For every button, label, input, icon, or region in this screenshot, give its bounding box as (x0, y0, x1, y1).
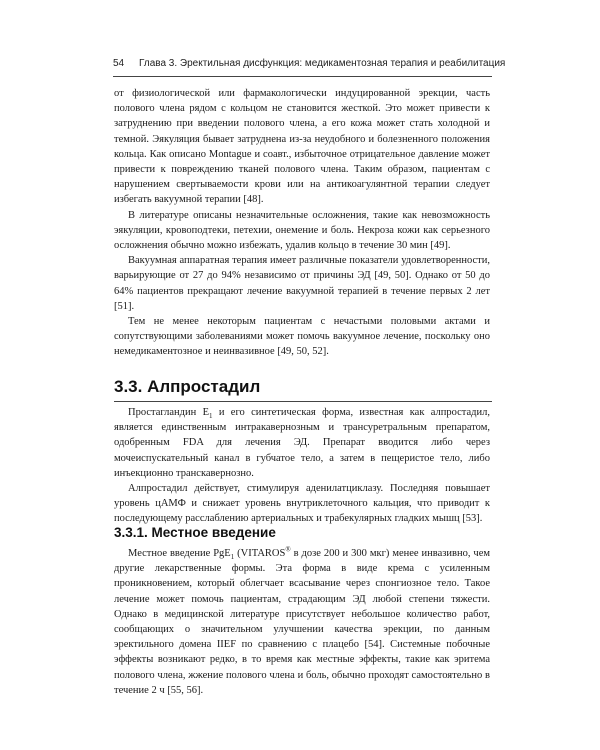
paragraph: Алпростадил действует, стимулируя аденилатциклазу. Последняя повышает уровень цАМФ и снижает уровень внутриклеточного кальция, что приводит к последующему расслаблению артериальных и трабекулярных гладких мышц [53]. (114, 483, 490, 525)
text-run: в дозе 200 и 300 мкг) менее инвазивно, чем другие лекарственные формы. Эта форма в виде крема с усиленным проникновением, который облегчает всасывание через спонгиозное тело. Такое лечение может помочь пациентам, страдающим ЭД любой степени тяжести. Однако в медицинской литературе присутствует небольшое количество работ, сообщающих о значительном улучшении качества эрекции, по данным эректильного домена IIEF по сравнению с плацебо [54]. Системные побочные эффекты возникают редко, в то время как местные эффекты, такие как эритема полового члена, жжение полового члена и боль, обычно проходят самостоятельно в течение 2 ч [55, 56]. (114, 548, 490, 696)
page-number: 54 (113, 58, 125, 69)
subsection-heading: 3.3.1. Местное введение (114, 525, 276, 540)
text-run: Простагландин E (128, 407, 210, 418)
text-run: (VITAROS (234, 548, 286, 559)
local-administration-text (114, 546, 490, 698)
vacuum-therapy-text (114, 86, 490, 360)
paragraph (114, 405, 490, 481)
paragraph: Вакуумная аппаратная терапия имеет различные показатели удовлетворенности, варьирующие от 27 до 94% независимо от причины ЭД [49, 50]. Однако от 50 до 64% пациентов прекращают лечение вакуумной терапией в течение первых 2 лет [51]. (114, 255, 490, 312)
alprostadil-text (114, 405, 490, 527)
registered-mark: ® (285, 545, 291, 554)
subscript: 1 (209, 412, 213, 421)
subscript: 1 (230, 553, 235, 562)
chapter-title: Глава 3. Эректильная дисфункция: медикаментозная терапия и реабилитация (139, 58, 506, 69)
header-divider (113, 76, 492, 77)
paragraph: Тем не менее некоторым пациентам с нечастыми половыми актами и сопутствующими заболеваниями может помочь вакуумное лечение, поскольку оно немедикаментозное и неинвазивное [49, 50, 52]. (114, 316, 490, 358)
section-heading: 3.3. Алпростадил (114, 377, 261, 396)
paragraph (114, 546, 490, 698)
text-run: и его синтетическая форма, известная как алпростадил, является единственным интракавернозным и трансуретральным препаратом, одобренным FDA для лечения ЭД. Препарат вводится либо через мочеиспускательный канал в губчатое тело, а затем в пещеристое тело, либо инъекционно транскавернозно. (114, 407, 490, 479)
section-divider (114, 401, 492, 402)
paragraph: от физиологической или фармакологически индуцированной эрекции, часть полового члена рядом с кольцом не становится жесткой. Это может привести к затруднению при введении полового члена, а его кожа может стать холодной и темной. Эякуляция бывает затруднена из-за неудобного и болезненного положения кольца. Как описано Montague и соавт., избыточное отрицательное давление может привести к повреждению тканей полового члена. Таким образом, пациентам с нарушением свертываемости крови или на антикоагулянтной терапии следует избегать вакуумной терапии [48]. (114, 88, 490, 206)
paragraph: В литературе описаны незначительные осложнения, такие как невозможность эякуляции, кровоподтеки, петехии, онемение и боль. Некроза кожи как серьезного осложнения обычно можно избежать, удалив кольцо в течение 30 мин [49]. (114, 209, 490, 252)
running-head (113, 58, 506, 74)
text-run: Местное введение PgE (128, 548, 231, 559)
